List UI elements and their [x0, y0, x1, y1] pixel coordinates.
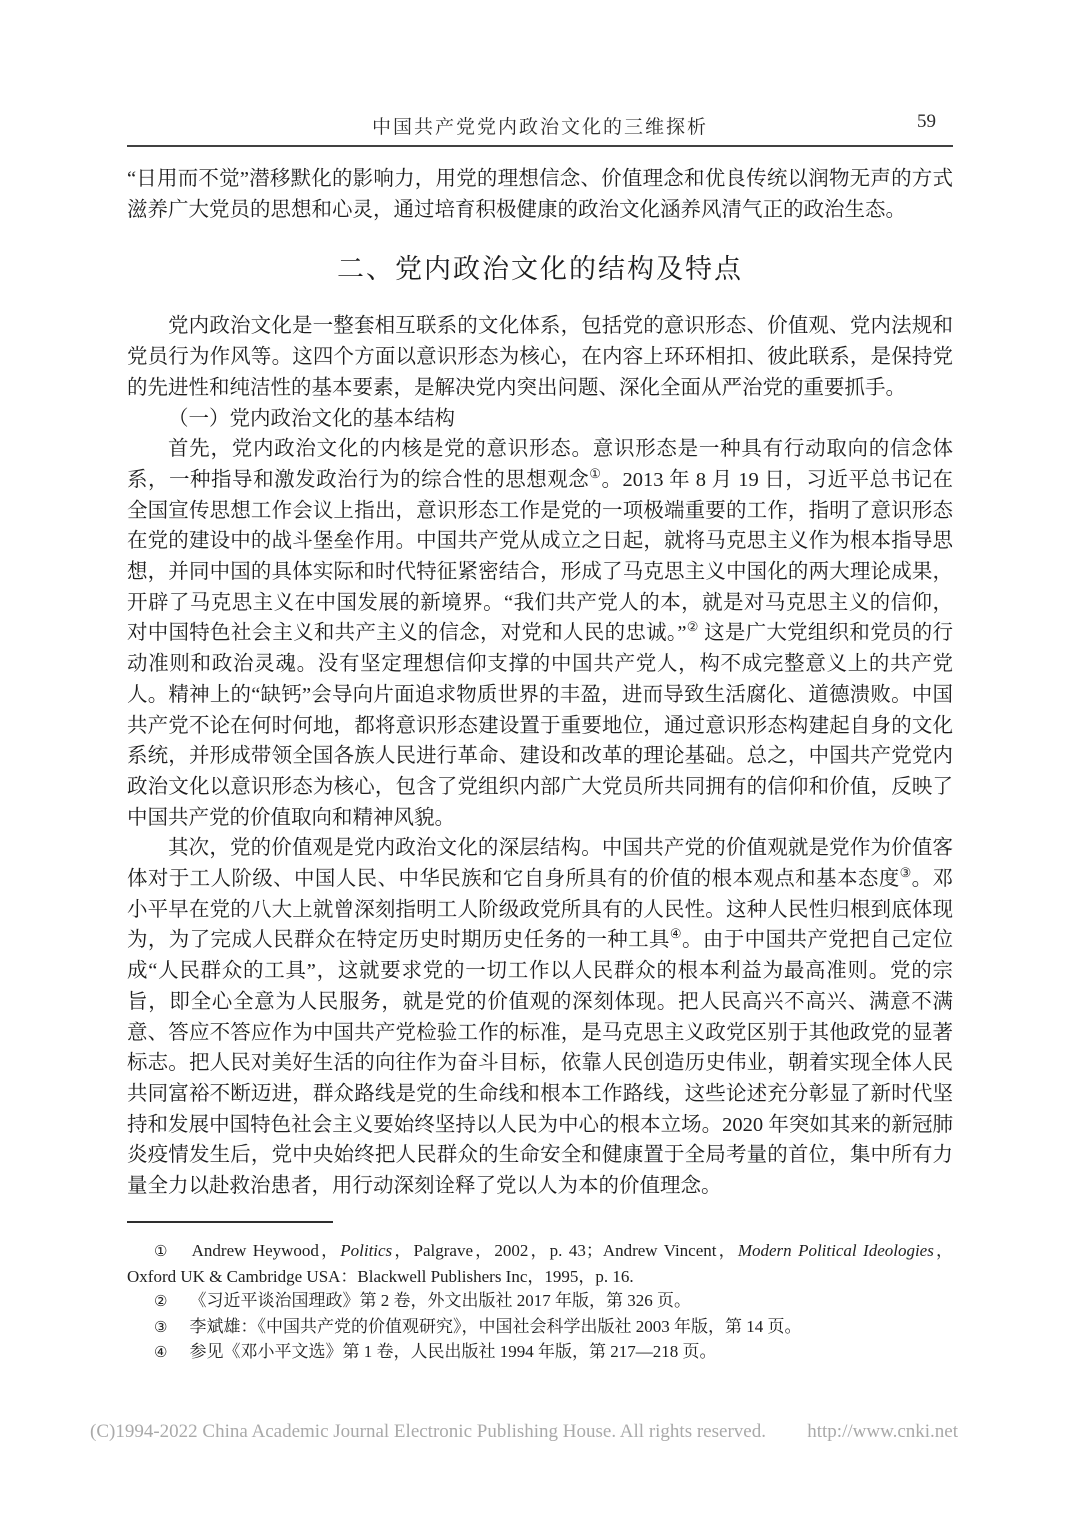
text-segment: 《习近平谈治国理政》第 2 卷，外文出版社 2017 年版，第 326 页。: [189, 1291, 691, 1310]
paragraph-continuation: [127, 164, 953, 225]
italic-title: Modern Political Ideologies: [737, 1241, 934, 1260]
text-segment: 这是广大党组织和党员的行动准则和政治灵魂。没有坚定理想信仰支撑的中国共产党人，构不成完整意义上的共产党人。精神上的“缺钙”会导向片面追求物质世界的丰盈，进而导致生活腐化、道德溃败。中国共产党不论在何时何地，都将意识形态建设置于重要地位，通过意识形态构建起自身的文化系统，并形成带领全国各族人民进行革命、建设和改革的理论基础。总之，中国共产党党内政治文化以意识形态为核心，包含了党组织内部广大党员所共同拥有的信仰和价值，反映了中国共产党的价值取向和精神风貌。: [127, 622, 953, 829]
text-segment: Andrew Heywood，: [191, 1241, 341, 1260]
footnote-text: [127, 1241, 953, 1286]
italic-title: Politics: [340, 1241, 393, 1260]
page-footer: [90, 1421, 958, 1443]
footnote: [127, 1289, 953, 1315]
footnote: [127, 1315, 953, 1341]
text-segment: “日用而不觉”潜移默化的影响力，用党的理想信念、价值理念和优良传统以润物无声的方式滋养广大党员的思想和心灵，通过培育积极健康的政治文化涵养风清气正的政治生态。: [127, 168, 953, 221]
text-segment: 。邓小平早在党的八大上就曾深刻指明工人阶级政党所具有的人民性。这种人民性归根到底体现为，为了完成人民群众在特定历史时期历史任务的一种工具: [127, 868, 953, 952]
footnote-text: [189, 1291, 691, 1310]
copyright-text: (C)1994-2022 China Academic Journal Electronic Publishing House. All rights reserved.: [90, 1421, 766, 1442]
header-rule: [127, 145, 953, 147]
footnote-text: [189, 1342, 716, 1361]
footnote-ref-marker: ②: [686, 619, 699, 635]
text-segment: ，Palgrave，2002，p. 43；Andrew Vincent，: [392, 1241, 738, 1260]
paragraph-intro: [127, 311, 953, 403]
footnote: [127, 1239, 953, 1289]
footnote: [127, 1340, 953, 1366]
text-segment: 李斌雄：《中国共产党的价值观研究》，中国社会科学出版社 2003 年版，第 14 页。: [189, 1316, 802, 1336]
paragraph-values: [127, 833, 953, 1201]
running-head-title: 中国共产党党内政治文化的三维探析: [371, 117, 708, 138]
section-heading: 二、党内政治文化的结构及特点: [337, 254, 743, 285]
footnote-ref-marker: ①: [589, 466, 602, 482]
footnote-marker: ④: [154, 1345, 168, 1361]
footnote-separator: [127, 1221, 333, 1223]
footnote-marker: ③: [154, 1319, 168, 1336]
subsection-heading: （一）党内政治文化的基本结构: [168, 407, 455, 430]
text-segment: 其次，党的价值观是党内政治文化的深层结构。中国共产党的价值观就是党作为价值客体对于工人阶级、中国人民、中华民族和它自身所具有的价值的根本观点和基本态度: [127, 837, 953, 891]
footnote-text: [189, 1317, 801, 1336]
article-body: [127, 164, 953, 1202]
text-segment: 。2013 年 8 月 19 日，习近平总书记在全国宣传思想工作会议上指出，意识形态工作是党的一项极端重要的工作，指明了意识形态在党的建设中的战斗堡垒作用。中国共产党从成立之日起，就将马克思主义作为根本指导思想，并同中国的具体实际和时代特征紧密结合，形成了马克思主义中国化的两大理论成果，开辟了马克思主义在中国发展的新境界。“我们共产党人的本，就是对马克思主义的信仰，对中国特色社会主义和共产主义的信念，对党和人民的忠诚。”: [127, 468, 953, 645]
text-segment: 。由于中国共产党把自己定位成“人民群众的工具”，这就要求党的一切工作以人民群众的根本利益为最高准则。党的宗旨，即全心全意为人民服务，就是党的价值观的深刻体现。把人民高兴不高兴、满意不满意、答应不答应作为中国共产党检验工作的标准，是马克思主义政党区别于其他政党的显著标志。把人民对美好生活的向往作为奋斗目标，依靠人民创造历史伟业，朝着实现全体人民共同富裕不断迈进，群众路线是党的生命线和根本工作路线，这些论述充分彰显了新时代坚持和发展中国特色社会主义要始终坚持以人民为中心的根本立场。2020 年突如其来的新冠肺炎疫情发生后，党中央始终把人民群众的生命安全和健康置于全局考量的首位，集中所有力量全力以赴救治患者，用行动深刻诠释了党以人为本的价值理念。: [127, 929, 953, 1198]
cnki-url: http://www.cnki.net: [807, 1421, 958, 1442]
footnote-marker: ②: [154, 1294, 168, 1310]
footnotes-section: [127, 1221, 953, 1366]
text-segment: 党内政治文化是一整套相互联系的文化体系，包括党的意识形态、价值观、党内法规和党员行为作风等。这四个方面以意识形态为核心，在内容上环环相扣、彼此联系，是保持党的先进性和纯洁性的基本要素，是解决党内突出问题、深化全面从严治党的重要抓手。: [127, 315, 953, 399]
footnote-ref-marker: ④: [669, 926, 682, 942]
footnote-ref-marker: ③: [899, 865, 912, 881]
text-segment: 参见《邓小平文选》第 1 卷，人民出版社 1994 年版，第 217—218 页。: [189, 1342, 717, 1361]
footnote-marker: ①: [154, 1244, 170, 1260]
paragraph-ideology: [127, 434, 953, 833]
text-segment: ，Oxford UK & Cambridge USA：Blackwell Publishers Inc，1995，p. 16.: [127, 1241, 954, 1286]
text-segment: 首先，党内政治文化的内核是党的意识形态。意识形态是一种具有行动取向的信念体系，一种指导和激发政治行为的综合性的思想观念: [127, 438, 953, 491]
page-number: 59: [917, 111, 936, 132]
